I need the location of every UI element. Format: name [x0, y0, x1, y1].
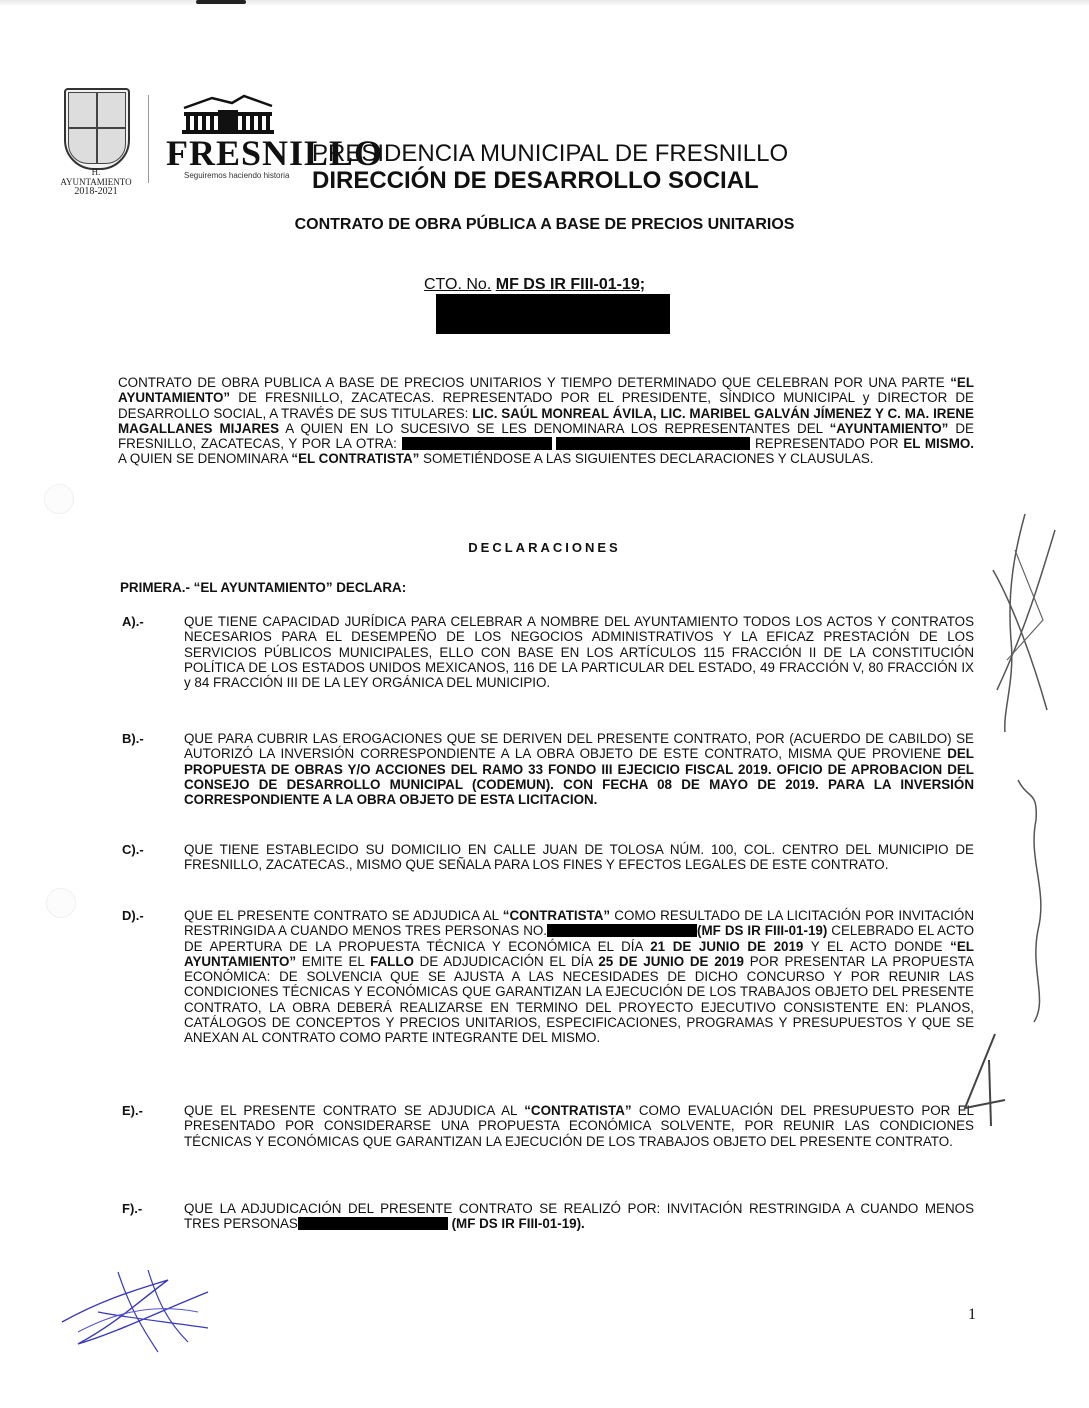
intro-bold: “EL AYUNTAMIENTO” [118, 375, 974, 406]
clause-text-run: POR PRESENTAR LA PROPUESTA ECONÓMICA: DE SOLVENCIA QUE SE AJUSTA A LAS NECESIDADES DE DICHO CONCURSO Y POR REUNIR LAS CONDICIONES TÉCNICAS Y ECONÓMICAS QUE GARANTIZAN LA EJECUCIÓN DE LOS TRABAJOS OBJETO DEL PRESENTE CONTRATO, LA OBRA DEBERÁ REALIZARSE EN TERMINO DEL PROYECTO EJECUTIVO CONSISTENTE EN: PLANOS, CATÁLOGOS DE CONCEPTOS Y PRECIOS UNITARIOS, ESPECIFICACIONES, PROGRAMAS Y PRESUPUESTOS Y QUE SE ANEXAN AL CONTRATO COMO PARTE INTEGRANTE DEL MISMO. [184, 953, 974, 1046]
clause-c-text: QUE TIENE ESTABLECIDO SU DOMICILIO EN CALLE JUAN DE TOLOSA NÚM. 100, COL. CENTRO DEL MUNICIPIO DE FRESNILLO, ZACATECAS., MISMO QUE SEÑALA PARA LOS FINES Y EFECTOS LEGALES DE ESTE CONTRATO. [184, 842, 974, 873]
redaction-block [298, 1217, 448, 1230]
fresnillo-building-logo-icon [182, 94, 274, 134]
clause-a-label: A).- [122, 614, 144, 629]
clause-bold-run: FALLO [370, 953, 414, 969]
clause-f-text [184, 1201, 974, 1232]
crest-years: 2018-2021 [74, 186, 118, 197]
logo-tagline: Seguiremos haciendo historia [184, 171, 290, 180]
clause-text-run: DE ADJUDICACIÓN EL DÍA [413, 953, 599, 969]
first-declaration-heading: PRIMERA.- “EL AYUNTAMIENTO” DECLARA: [120, 580, 407, 595]
header-divider [148, 95, 149, 183]
intro-text: CONTRATO DE OBRA PUBLICA A BASE DE PRECIOS UNITARIOS Y TIEMPO DETERMINADO QUE CELEBRAN POR UNA PARTE [118, 375, 951, 390]
clause-bold-run: “EL AYUNTAMIENTO” [184, 938, 974, 969]
crest-label: H. AYUNTAMIENTO [60, 167, 132, 187]
redaction-block [547, 924, 697, 937]
declarations-title: DECLARACIONES [468, 540, 621, 555]
clause-bold-run: 25 DE JUNIO DE 2019 [598, 953, 744, 969]
clause-text-run: Y EL ACTO DONDE [803, 938, 951, 954]
institution-heading: PRESIDENCIA MUNICIPAL DE FRESNILLO [312, 140, 789, 167]
intro-paragraph [118, 375, 974, 467]
clause-b-text [184, 731, 974, 807]
signatories-names: LIC. SAÚL MONREAL ÁVILA, LIC. MARIBEL GALVÁN JÍMENEZ Y C. MA. IRENE MAGALLANES MIJARES [118, 405, 974, 436]
page-top-edge [0, 0, 1089, 6]
intro-bold: EL MISMO. [903, 436, 974, 452]
clause-text-run: QUE PARA CUBRIR LAS EROGACIONES QUE SE DERIVEN DEL PRESENTE CONTRATO, POR (ACUERDO DE CABILDO) SE AUTORIZÓ LA INVERSIÓN CORRESPONDIENTE A LA OBRA OBJETO DE ESTE CONTRATO, MISMA QUE PROVIENE [184, 731, 974, 762]
hole-punch-mark [46, 888, 76, 918]
intro-bold: “AYUNTAMIENTO” [829, 420, 949, 436]
redaction-block [402, 437, 552, 450]
clause-bold-run: (MF DS IR FIII-01-19). [451, 1216, 585, 1232]
scan-mark [196, 0, 246, 4]
intro-text: A QUIEN EN LO SUCESIVO SE LES DENOMINARA LOS REPRESENTANTES DEL [279, 420, 830, 436]
contract-label: CTO. No. [424, 276, 492, 293]
clause-bold-run: “CONTRATISTA” [524, 1103, 632, 1118]
intro-bold: “EL CONTRATISTA” [291, 451, 420, 467]
document-title: CONTRATO DE OBRA PÚBLICA A BASE DE PRECIOS UNITARIOS [294, 216, 795, 233]
crest-caption [56, 167, 136, 197]
blue-signature [58, 1262, 218, 1362]
clause-bold-run: 21 DE JUNIO DE 2019 [650, 938, 804, 954]
intro-text: DE FRESNILLO, ZACATECAS. REPRESENTADO POR EL PRESIDENTE, SÍNDICO MUNICIPAL y DIRECTOR DE DESARROLLO SOCIAL, A TRAVÉS DE SUS TITULARES: [118, 390, 974, 421]
contract-number-line [424, 276, 645, 294]
clause-bold-run: (MF DS IR FIII-01-19) [697, 923, 828, 939]
redaction-block [556, 437, 750, 450]
clause-d-label: D).- [122, 908, 144, 923]
clause-text-run: QUE EL PRESENTE CONTRATO SE ADJUDICA AL [184, 908, 503, 923]
clause-d-text [184, 908, 974, 1046]
intro-text: SOMETIÉNDOSE A LAS SIGUIENTES DECLARACIONES Y CLAUSULAS. [419, 451, 874, 467]
clause-bold-run: DEL PROPUESTA DE OBRAS Y/O ACCIONES DEL RAMO 33 FONDO III EJECICIO FISCAL 2019. OFICIO DE APROBACION DEL CONSEJO DE DESARROLLO MUNICIPAL (CODEMUN). CON FECHA 08 DE MAYO DE 2019. PARA LA INVERSIÓN CORRESPONDIENTE A LA OBRA OBJETO DE ESTA LICITACION. [184, 746, 974, 808]
clause-text-run: QUE EL PRESENTE CONTRATO SE ADJUDICA AL [184, 1103, 525, 1118]
hole-punch-mark [44, 484, 74, 514]
fresnillo-wordmark: FRESNILLO [166, 133, 384, 173]
clause-b-label: B).- [122, 731, 144, 746]
clause-text-run: COMO RESULTADO DE LA LICITACIÓN POR INVITACIÓN RESTRINGIDA A CUANDO MENOS TRES PERSONAS NO. [184, 908, 974, 939]
clause-e-label: E).- [122, 1103, 143, 1118]
clause-text-run: COMO EVALUACIÓN DEL PRESUPUESTO POR EL PRESENTADO POR CONSIDERARSE UNA PROPUESTA ECONÓMICA SOLVENTE, POR REUNIR LAS CONDICIONES TÉCNICAS Y ECONÓMICAS QUE GARANTIZAN LA EJECUCIÓN DE LOS TRABAJOS OBJETO DEL PRESENTE CONTRATO. [184, 1103, 974, 1149]
clause-text-run: QUE LA ADJUDICACIÓN DEL PRESENTE CONTRATO SE REALIZÓ POR: INVITACIÓN RESTRINGIDA A CUANDO MENOS TRES PERSONAS [184, 1201, 974, 1232]
clause-f-label: F).- [122, 1201, 143, 1216]
clause-c-label: C).- [122, 842, 144, 857]
clause-text-run: EMITE EL [296, 953, 371, 969]
clause-bold-run: “CONTRATISTA” [502, 908, 611, 923]
intro-text: REPRESENTADO POR [750, 436, 904, 452]
intro-text: DE FRESNILLO, ZACATECAS, Y POR LA OTRA: [118, 420, 974, 452]
clause-a-text: QUE TIENE CAPACIDAD JURÍDICA PARA CELEBRAR A NOMBRE DEL AYUNTAMIENTO TODOS LOS ACTOS Y CONTRATOS NECESARIOS PARA EL DESEMPEÑO DE LOS NEGOCIOS ADMINISTRATIVOS Y LA EFICAZ PRESTACIÓN DE LOS SERVICIOS PÚBLICOS MUNICIPALES, ELLO CON BASE EN LOS ARTÍCULOS 115 FRACCIÓN II DE LA CONSTITUCIÓN POLÍTICA DE LOS ESTADOS UNIDOS MEXICANOS, 116 DE LA PARTICULAR DEL ESTADO, 49 FRACCIÓN V, 80 FRACCIÓN IX y 84 FRACCIÓN III DE LA LEY ORGÁNICA DEL MUNICIPIO. [184, 614, 974, 691]
margin-signature-bracket [1008, 770, 1068, 1030]
intro-text: A QUIEN SE DENOMINARA [118, 451, 292, 467]
clause-text-run: CELEBRADO EL ACTO DE APERTURA DE LA PROPUESTA TÉCNICA Y ECONÓMICA EL DÍA [184, 923, 974, 954]
department-heading: DIRECCIÓN DE DESARROLLO SOCIAL [312, 167, 759, 194]
page-number: 1 [968, 1306, 976, 1323]
municipal-crest-icon [64, 88, 130, 170]
clause-e-text [184, 1103, 974, 1149]
redaction-block [436, 294, 670, 334]
contract-number: MF DS IR FIII-01-19; [495, 276, 646, 293]
